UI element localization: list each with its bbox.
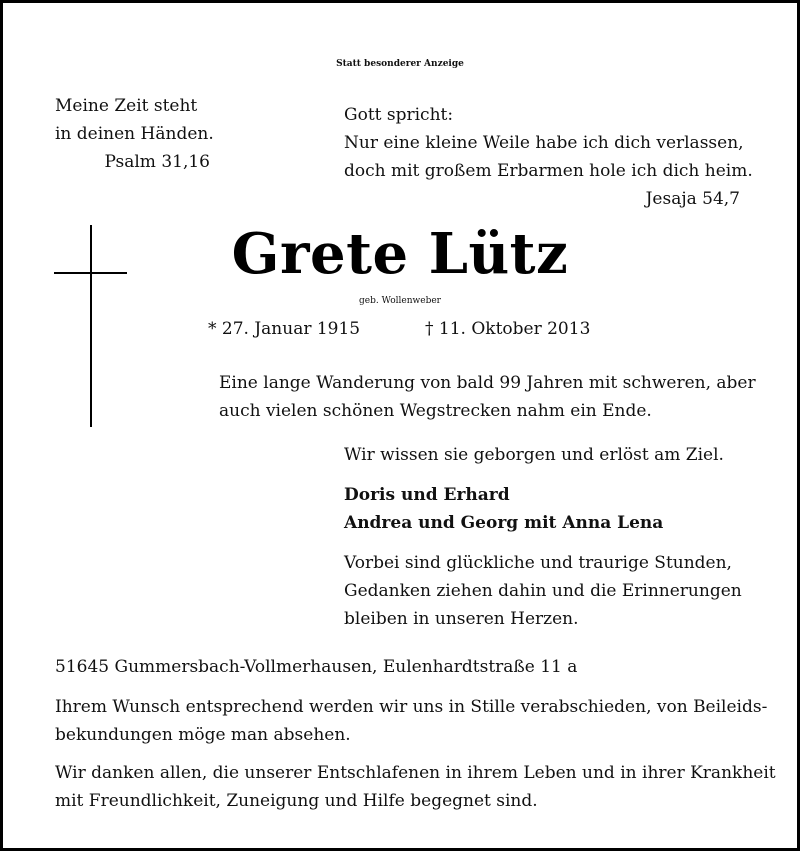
memory-line-2: Gedanken ziehen dahin und die Erinnerungen [344,581,742,601]
goal-text: Wir wissen sie geborgen und erlöst am Ziel. [344,445,724,465]
jesaja-line-2: Nur eine kleine Weile habe ich dich verlassen, [344,133,744,153]
notice-line-2: bekundungen möge man absehen. [55,725,351,745]
psalm-line-1: Meine Zeit steht [55,96,198,116]
address: 51645 Gummersbach-Vollmerhausen, Eulenhardtstraße 11 a [55,657,578,677]
memory-line-3: bleiben in unseren Herzen. [344,609,579,629]
death-date: † 11. Oktober 2013 [425,319,591,339]
life-line-2: auch vielen schönen Wegstrecken nahm ein Ende. [219,401,652,421]
thanks-line-2: mit Freundlichkeit, Zuneigung und Hilfe begegnet sind. [55,791,538,811]
jesaja-line-1: Gott spricht: [344,105,454,125]
notice-line-1: Ihrem Wunsch entsprechend werden wir uns in Stille verabschieden, von Beileids- [55,697,768,717]
memory-line-1: Vorbei sind glückliche und traurige Stunden, [344,553,732,573]
header-text: Statt besonderer Anzeige [336,59,464,69]
mourner-line-1: Doris und Erhard [344,485,510,505]
jesaja-line-3: doch mit großem Erbarmen hole ich dich heim. [344,161,753,181]
jesaja-source: Jesaja 54,7 [645,189,740,209]
thanks-line-1: Wir danken allen, die unserer Entschlafenen in ihrem Leben und in ihrer Krankheit [55,763,776,783]
maiden-name: geb. Wollenweber [359,296,441,306]
birth-date: * 27. Januar 1915 [208,319,361,339]
life-line-1: Eine lange Wanderung von bald 99 Jahren mit schweren, aber [219,373,756,393]
mourner-line-2: Andrea und Georg mit Anna Lena [344,513,664,533]
psalm-line-2: in deinen Händen. [55,124,214,144]
deceased-name: Grete Lütz [231,221,569,287]
psalm-source: Psalm 31,16 [104,152,210,172]
